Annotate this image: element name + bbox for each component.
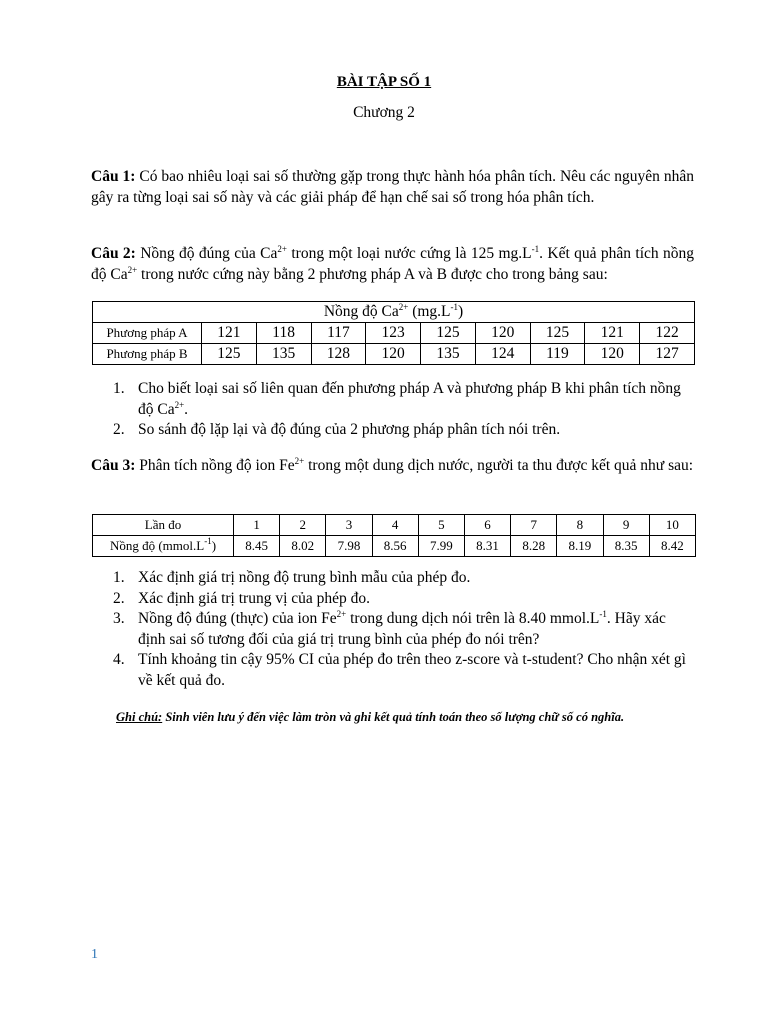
ca-concentration-table — [92, 301, 695, 365]
list-number: 4. — [113, 651, 125, 668]
list-item-text-3: . Hãy xác định sai số tương đối của giá trị trung bình của phép đo nói trên? — [138, 610, 666, 648]
question-2-sup-3: 2+ — [127, 264, 138, 275]
list-number: 1. — [113, 569, 125, 586]
table-cell: 120 — [475, 323, 530, 344]
table-cell: 8.56 — [372, 536, 418, 557]
header-sup-1: 2+ — [398, 302, 409, 312]
table-cell: 8.42 — [649, 536, 695, 557]
list-item — [91, 379, 694, 420]
table-cell: 8 — [557, 515, 603, 536]
row-label-measurement: Lần đo — [93, 515, 234, 536]
row-label-text-b: ) — [211, 538, 217, 553]
table-cell: 10 — [649, 515, 695, 536]
table-cell: 122 — [640, 323, 695, 344]
table-cell: 1 — [234, 515, 280, 536]
table-cell: 8.45 — [234, 536, 280, 557]
table-cell: 118 — [256, 323, 311, 344]
table-cell: 8.28 — [511, 536, 557, 557]
question-2-text-1: Nồng độ đúng của Ca — [135, 245, 278, 262]
list-item-sup: 2+ — [336, 609, 347, 619]
table-cell: 120 — [366, 344, 421, 365]
list-item-text: So sánh độ lặp lại và độ đúng của 2 phương pháp phân tích nói trên. — [138, 421, 561, 438]
list-item — [91, 420, 694, 441]
footnote — [116, 710, 716, 725]
list-number: 2. — [113, 421, 125, 438]
question-1-label: Câu 1: — [91, 168, 136, 185]
question-3-sup-1: 2+ — [294, 456, 305, 466]
footnote-text: Sinh viên lưu ý đến việc làm tròn và ghi kết quả tính toán theo số lượng chữ số có nghĩa. — [162, 710, 625, 724]
table-cell: 125 — [202, 344, 257, 365]
table-cell: 119 — [530, 344, 585, 365]
list-item-text-2: trong dung dịch nói trên là 8.40 mmol.L — [346, 610, 600, 627]
row-label-method-a: Phương pháp A — [93, 323, 202, 344]
list-item-text: Nồng độ đúng (thực) của ion Fe — [138, 610, 337, 627]
table-cell: 2 — [280, 515, 326, 536]
table-cell: 127 — [640, 344, 695, 365]
table-cell: 8.02 — [280, 536, 326, 557]
table-row — [93, 344, 695, 365]
list-item-text: Xác định giá trị trung vị của phép đo. — [138, 589, 371, 607]
table-cell: 117 — [311, 323, 366, 344]
table-cell: 3 — [326, 515, 372, 536]
header-text-c: ) — [458, 303, 464, 320]
question-2 — [91, 244, 694, 285]
table-header-cell — [93, 302, 695, 323]
table-row — [93, 536, 696, 557]
question-3 — [91, 456, 694, 477]
table-cell: 121 — [202, 323, 257, 344]
header-sup-2: -1 — [450, 302, 458, 312]
question-2-sup-2: -1 — [531, 244, 540, 254]
page-title: BÀI TẬP SỐ 1 — [336, 74, 432, 90]
fe-measurement-table — [92, 514, 696, 557]
question-2-label: Câu 2: — [91, 245, 136, 262]
table-header-row — [93, 302, 695, 323]
table-cell: 123 — [366, 323, 421, 344]
question-1-text: Có bao nhiêu loại sai số thường gặp trong thực hành hóa phân tích. Nêu các nguyên nhân gây ra từng loại sai số này và các giải pháp để hạn chế sai số trong hóa phân tích. — [91, 168, 694, 206]
list-item — [91, 589, 694, 610]
table-cell: 9 — [603, 515, 649, 536]
page-number: 1 — [91, 947, 98, 962]
table-cell: 135 — [421, 344, 476, 365]
table-cell: 7.98 — [326, 536, 372, 557]
table-cell: 125 — [530, 323, 585, 344]
table-cell: 4 — [372, 515, 418, 536]
table-cell: 128 — [311, 344, 366, 365]
list-number: 1. — [113, 380, 125, 397]
table-cell: 120 — [585, 344, 640, 365]
table-cell: 8.35 — [603, 536, 649, 557]
table-cell: 8.19 — [557, 536, 603, 557]
question-3-list — [91, 568, 694, 691]
row-label-concentration — [93, 536, 234, 557]
table-cell: 7.99 — [418, 536, 464, 557]
header-text-a: Nồng độ Ca — [323, 303, 399, 320]
question-2-text-2: trong một loại nước cứng là 125 mg.L — [286, 245, 532, 262]
chapter-subtitle: Chương 2 — [353, 104, 415, 121]
list-item-text-end: . — [184, 400, 189, 418]
list-item — [91, 568, 694, 589]
question-2-list — [91, 379, 694, 441]
question-3-label: Câu 3: — [91, 457, 136, 474]
question-2-text-4: trong nước cứng này bằng 2 phương pháp A và B được cho trong bảng sau: — [137, 265, 608, 283]
question-3-text-2: trong một dung dịch nước, người ta thu được kết quả như sau: — [304, 457, 694, 474]
list-item-sup-2: -1 — [599, 609, 607, 619]
table-cell: 8.31 — [464, 536, 510, 557]
question-2-sup-1: 2+ — [277, 244, 287, 254]
header-text-b: (mg.L — [408, 303, 451, 320]
table-cell: 125 — [421, 323, 476, 344]
question-2-text-3: . Kết quả phân tích nồng độ Ca — [91, 245, 695, 283]
list-item-text: Tính khoảng tin cậy 95% CI của phép đo trên theo z-score và t-student? Cho nhận xét gì về kết quả đo. — [138, 651, 686, 689]
table-row — [93, 515, 696, 536]
list-item-text: Xác định giá trị nồng độ trung bình mẫu của phép đo. — [138, 569, 471, 586]
row-label-sup: -1 — [204, 536, 212, 546]
table-cell: 6 — [464, 515, 510, 536]
list-item-text: Cho biết loại sai số liên quan đến phương pháp A và phương pháp B khi phân tích nồng độ Ca — [138, 380, 681, 418]
row-label-method-b: Phương pháp B — [93, 344, 202, 365]
footnote-label: Ghi chú: — [116, 710, 163, 724]
list-item — [91, 650, 694, 691]
list-item — [91, 609, 694, 650]
question-3-text-1: Phân tích nồng độ ion Fe — [135, 457, 295, 474]
list-number: 2. — [113, 589, 125, 607]
table-cell: 135 — [256, 344, 311, 365]
table-cell: 5 — [418, 515, 464, 536]
list-item-sup: 2+ — [174, 399, 185, 410]
table-cell: 121 — [585, 323, 640, 344]
table-cell: 124 — [475, 344, 530, 365]
list-number: 3. — [113, 610, 125, 627]
question-1 — [91, 167, 694, 208]
table-cell: 7 — [511, 515, 557, 536]
row-label-text-a: Nồng độ (mmol.L — [109, 538, 205, 553]
table-row — [93, 323, 695, 344]
